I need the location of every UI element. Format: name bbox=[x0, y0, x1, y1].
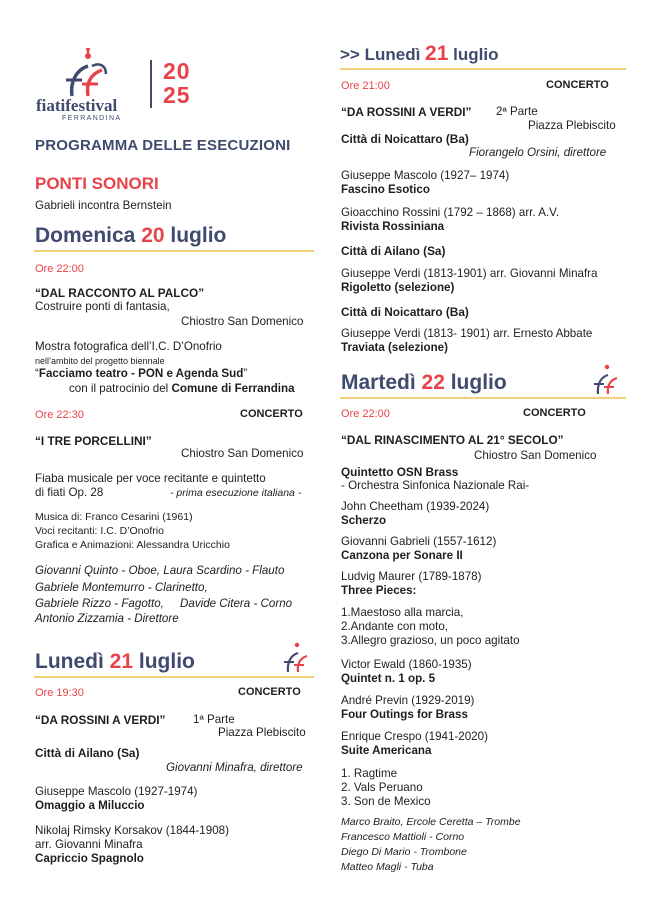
credit-line: Musica di: Franco Cesarini (1961) bbox=[35, 511, 193, 523]
credit-line: Voci recitanti: I.C. D’Onofrio bbox=[35, 525, 164, 537]
event-title: “DAL RINASCIMENTO AL 21° SECOLO” bbox=[341, 433, 564, 447]
day-name: Domenica bbox=[35, 224, 142, 247]
concerto-label: CONCERTO bbox=[240, 408, 303, 420]
event-title: “DA ROSSINI A VERDI” bbox=[341, 105, 472, 119]
composer-line: André Previn (1929-2019) bbox=[341, 694, 475, 707]
year-bottom: 25 bbox=[163, 82, 191, 108]
day-name: Lunedì bbox=[364, 45, 426, 64]
work-title: Three Pieces: bbox=[341, 584, 417, 597]
work-title: Scherzo bbox=[341, 514, 387, 527]
day-heading-lunedi-21-continued bbox=[340, 42, 498, 67]
arranger-line: arr. Giovanni Minafra bbox=[35, 838, 143, 851]
day-name: Martedì bbox=[341, 371, 422, 394]
day-divider bbox=[34, 250, 314, 252]
event-title: “DAL RACCONTO AL PALCO” bbox=[35, 286, 205, 300]
composer-line: Giovanni Gabrieli (1557-1612) bbox=[341, 535, 497, 548]
quote-close: ” bbox=[243, 367, 248, 380]
patrocinio-text bbox=[69, 382, 295, 396]
event-place: Piazza Plebiscito bbox=[218, 726, 306, 739]
day-divider bbox=[340, 68, 626, 70]
work-title: Fascino Esotico bbox=[341, 183, 430, 196]
event-place: Chiostro San Domenico bbox=[181, 447, 304, 460]
ponti-sonori-title: PONTI SONORI bbox=[35, 174, 159, 193]
patrocinio-pre: con il patrocinio del bbox=[69, 382, 172, 395]
month-name: luglio bbox=[448, 45, 499, 64]
fiaba-text: di fiati Op. 28 bbox=[35, 486, 104, 499]
event-time: Ore 22:30 bbox=[35, 409, 84, 421]
ensemble-name: Città di Ailano (Sa) bbox=[35, 746, 140, 760]
event-time: Ore 21:00 bbox=[341, 80, 390, 92]
composer-line: Ludvig Maurer (1789-1878) bbox=[341, 570, 482, 583]
performer-line: Davide Citera - Corno bbox=[180, 597, 293, 610]
day-number: 20 bbox=[141, 224, 165, 247]
composer-line: Giuseppe Verdi (1813-1901) arr. Giovanni Minafra bbox=[341, 267, 598, 280]
event-place: Chiostro San Domenico bbox=[181, 315, 304, 328]
composer-line: Giuseppe Mascolo (1927-1974) bbox=[35, 785, 198, 798]
composer-line: Gioacchino Rossini (1792 – 1868) arr. A.V. bbox=[341, 206, 560, 219]
movement-line: 1.Maestoso alla marcia, bbox=[341, 606, 464, 619]
performer-line: Antonio Zizzamia - Direttore bbox=[35, 612, 179, 625]
performer-line: Giovanni Quinto - Oboe, Laura Scardino - Flauto bbox=[35, 564, 285, 577]
performer-line: Gabriele Montemurro - Clarinetto, bbox=[35, 581, 208, 594]
credit-line: Grafica e Animazioni: Alessandra Uricchio bbox=[35, 539, 230, 551]
day-heading-domenica-20 bbox=[35, 224, 226, 248]
programma-title: PROGRAMMA DELLE ESECUZIONI bbox=[35, 137, 291, 154]
day-divider bbox=[34, 676, 314, 678]
event-time: Ore 19:30 bbox=[35, 687, 84, 699]
patrocinio-comune: Comune di Ferrandina bbox=[171, 382, 295, 395]
work-title: Traviata (selezione) bbox=[341, 341, 448, 354]
day-number: 22 bbox=[421, 371, 445, 394]
event-title: “DA ROSSINI A VERDI” bbox=[35, 713, 166, 727]
brand-name: fiatifestival bbox=[36, 96, 118, 115]
concerto-label: CONCERTO bbox=[546, 79, 609, 91]
director-name: Fiorangelo Orsini, direttore bbox=[469, 146, 607, 159]
concerto-label: CONCERTO bbox=[523, 407, 586, 419]
parte-label: 2ª Parte bbox=[496, 105, 538, 118]
ambito-text: nell’ambito del progetto biennale bbox=[35, 356, 165, 366]
event-place: Chiostro San Domenico bbox=[474, 449, 597, 462]
quote-open: “ bbox=[35, 367, 39, 380]
event-time: Ore 22:00 bbox=[341, 408, 390, 420]
ensemble-name: Città di Ailano (Sa) bbox=[341, 244, 446, 258]
ponti-sonori-subtitle: Gabrieli incontra Bernstein bbox=[35, 199, 172, 212]
day-name: Lunedì bbox=[35, 650, 110, 673]
performer-line: Francesco Mattioli - Corno bbox=[341, 831, 465, 843]
ff-mini-logo-icon bbox=[282, 640, 312, 674]
parte-label: 1ª Parte bbox=[193, 713, 235, 726]
ff-mini-logo-icon bbox=[592, 362, 622, 396]
performer-line: Marco Braito, Ercole Ceretta – Trombe bbox=[341, 816, 521, 828]
year-top: 20 bbox=[163, 58, 191, 84]
event-title: “I TRE PORCELLINI” bbox=[35, 434, 152, 448]
composer-line: Nikolaj Rimsky Korsakov (1844-1908) bbox=[35, 824, 229, 837]
composer-line: Victor Ewald (1860-1935) bbox=[341, 658, 472, 671]
day-number: 21 bbox=[425, 42, 449, 65]
ensemble-name: Quintetto OSN Brass bbox=[341, 465, 459, 479]
movement-line: 2. Vals Peruano bbox=[341, 781, 423, 794]
day-heading-lunedi-21 bbox=[35, 650, 195, 674]
work-title: Four Outings for Brass bbox=[341, 708, 468, 721]
event-time: Ore 22:00 bbox=[35, 263, 84, 275]
logo-divider bbox=[150, 60, 152, 108]
event-subtitle: Costruire ponti di fantasia, bbox=[35, 300, 170, 313]
ff-logo-icon bbox=[62, 44, 112, 100]
work-title: Quintet n. 1 op. 5 bbox=[341, 672, 436, 685]
brand-town: FERRANDINA bbox=[62, 115, 122, 122]
movement-line: 3. Son de Mexico bbox=[341, 795, 431, 808]
fiaba-text: Fiaba musicale per voce recitante e quintetto bbox=[35, 472, 266, 485]
event-place: Piazza Plebiscito bbox=[528, 119, 616, 132]
work-title: Omaggio a Miluccio bbox=[35, 799, 145, 812]
concerto-label: CONCERTO bbox=[238, 686, 301, 698]
performer-line: Diego Di Mario - Trombone bbox=[341, 846, 467, 858]
work-title: Rigoletto (selezione) bbox=[341, 281, 455, 294]
composer-line: Giuseppe Mascolo (1927– 1974) bbox=[341, 169, 510, 182]
mostra-text: Mostra fotografica dell’I.C. D’Onofrio bbox=[35, 340, 222, 353]
project-name: Facciamo teatro - PON e Agenda Sud bbox=[38, 367, 244, 380]
performer-line: Gabriele Rizzo - Fagotto, bbox=[35, 597, 164, 610]
prima-esecuzione: - prima esecuzione italiana - bbox=[170, 487, 302, 499]
work-title: Suite Americana bbox=[341, 744, 432, 757]
composer-line: Giuseppe Verdi (1813- 1901) arr. Ernesto Abbate bbox=[341, 327, 593, 340]
composer-line: John Cheetham (1939-2024) bbox=[341, 500, 490, 513]
work-title: Rivista Rossiniana bbox=[341, 220, 445, 233]
facciamo-teatro bbox=[35, 367, 247, 381]
day-heading-martedi-22 bbox=[341, 371, 507, 395]
day-divider bbox=[340, 397, 626, 399]
work-title: Capriccio Spagnolo bbox=[35, 852, 144, 865]
ensemble-name: Città di Noicattaro (Ba) bbox=[341, 305, 469, 319]
orchestra-name: - Orchestra Sinfonica Nazionale Rai- bbox=[341, 479, 530, 492]
movement-line: 3.Allegro grazioso, un poco agitato bbox=[341, 634, 520, 647]
movement-line: 2.Andante con moto, bbox=[341, 620, 448, 633]
month-name: luglio bbox=[133, 650, 195, 673]
composer-line: Enrique Crespo (1941-2020) bbox=[341, 730, 488, 743]
month-name: luglio bbox=[444, 371, 507, 394]
continue-arrows: >> bbox=[340, 45, 365, 64]
performer-line: Matteo Magli - Tuba bbox=[341, 861, 434, 873]
movement-line: 1. Ragtime bbox=[341, 767, 398, 780]
ensemble-name: Città di Noicattaro (Ba) bbox=[341, 132, 469, 146]
director-name: Giovanni Minafra, direttore bbox=[166, 761, 303, 774]
month-name: luglio bbox=[164, 224, 227, 247]
work-title: Canzona per Sonare II bbox=[341, 549, 463, 562]
day-number: 21 bbox=[109, 650, 134, 673]
